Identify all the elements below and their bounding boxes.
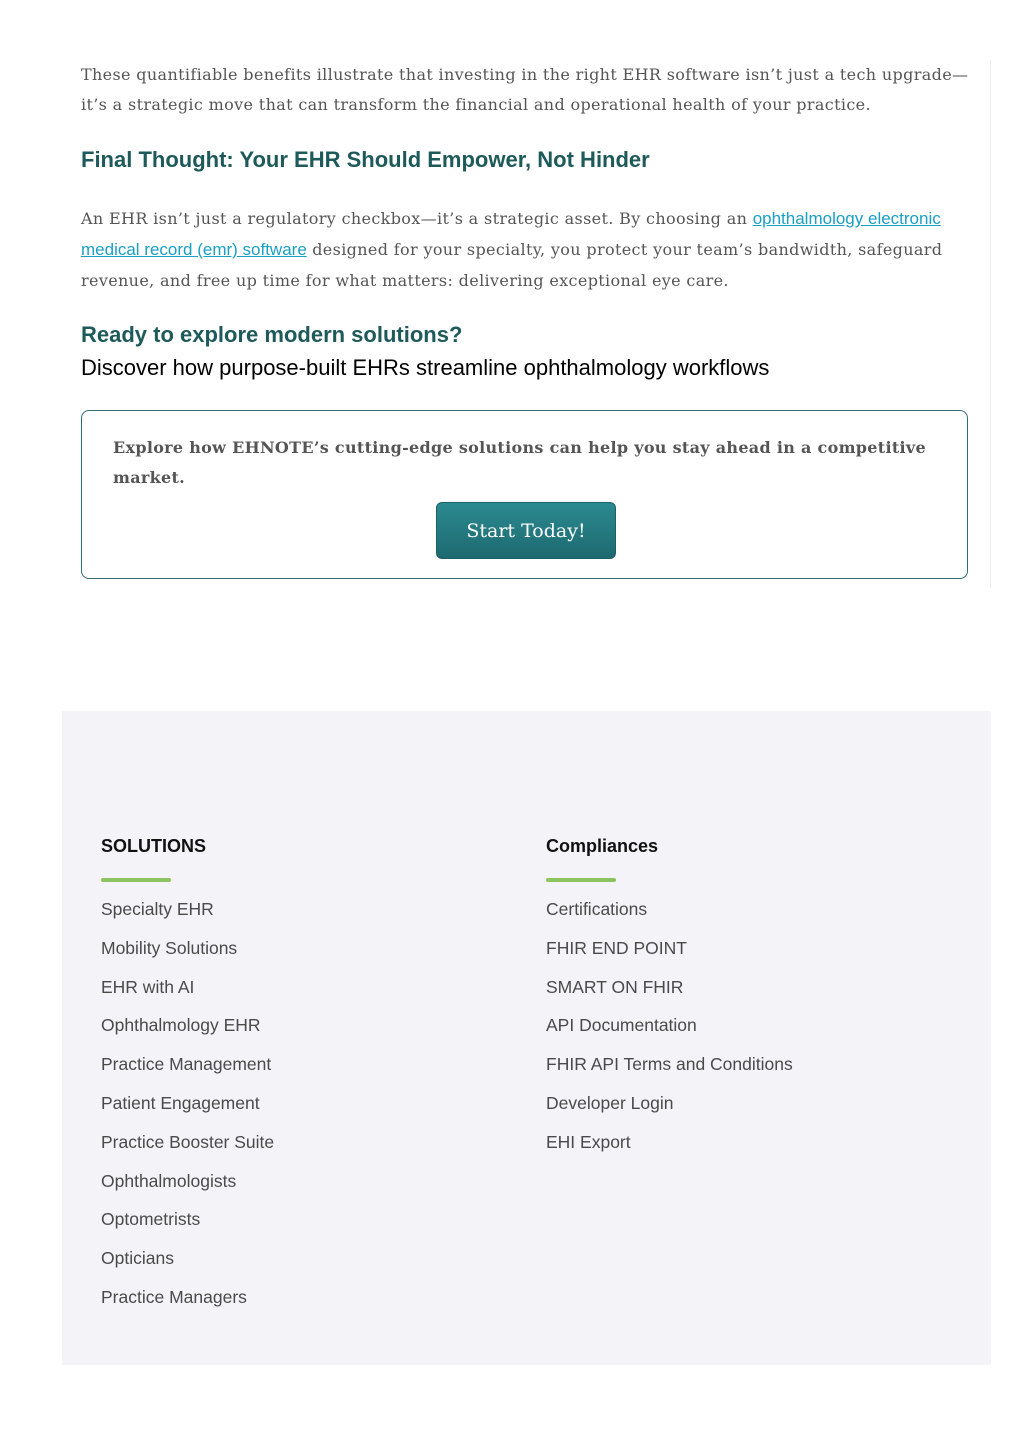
footer-link-fhir-end-point[interactable]: FHIR END POINT [546,937,687,958]
compliances-heading: Compliances [546,836,659,856]
article-content [0,0,1024,600]
footer-link-mobility-solutions[interactable]: Mobility Solutions [101,937,238,958]
conclusion-text-start: An EHR isn’t just a regulatory checkbox—it’s a strategic asset. By choosing an [81,209,753,228]
footer-link-patient-engagement[interactable]: Patient Engagement [101,1092,260,1113]
footer-link-ehr-with-ai[interactable]: EHR with AI [101,976,195,997]
footer-link-api-documentation[interactable]: API Documentation [546,1015,697,1036]
footer-link-optometrists[interactable]: Optometrists [101,1209,201,1230]
solutions-heading: SOLUTIONS [101,836,207,856]
footer-link-developer-login[interactable]: Developer Login [546,1092,674,1113]
footer-link-practice-management[interactable]: Practice Management [101,1054,272,1075]
footer-solutions-column [101,835,481,1325]
conclusion-paragraph [81,203,981,296]
solutions-list [101,898,481,1325]
cta-text: Explore how EHNOTE’s cutting-edge solutions can help you stay ahead in a competitive market. [113,438,926,487]
footer-compliances-column [546,835,926,1170]
conclusion-text-end: designed for your specialty, you protect your team’s bandwidth, safeguard revenue, and free up time for what matters: delivering exceptional eye care. [81,240,943,290]
footer-link-ehi-export[interactable]: EHI Export [546,1131,631,1152]
footer-link-fhir-api-terms[interactable]: FHIR API Terms and Conditions [546,1054,793,1075]
footer-link-ophthalmology-ehr[interactable]: Ophthalmology EHR [101,1015,261,1036]
footer-link-opticians[interactable]: Opticians [101,1248,174,1269]
ophthalmology-emr-link[interactable]: ophthalmology electronic medical record (emr) software [81,209,941,259]
final-thought-heading: Final Thought: Your EHR Should Empower, Not Hinder [81,147,650,172]
footer-link-certifications[interactable]: Certifications [546,899,648,919]
cta-box [81,410,968,579]
footer-link-specialty-ehr[interactable]: Specialty EHR [101,899,214,919]
content-divider [990,60,991,588]
footer-link-smart-on-fhir[interactable]: SMART ON FHIR [546,976,684,997]
footer-link-ophthalmologists[interactable]: Ophthalmologists [101,1170,237,1191]
solutions-heading-underline [101,878,171,882]
footer-link-practice-managers[interactable]: Practice Managers [101,1286,247,1307]
cta-subheading: Discover how purpose-built EHRs streamline ophthalmology workflows [81,355,770,380]
compliances-heading-underline [546,878,616,882]
footer-link-practice-booster-suite[interactable]: Practice Booster Suite [101,1131,275,1152]
site-footer [62,711,991,1365]
start-today-button[interactable]: Start Today! [436,502,616,559]
cta-heading: Ready to explore modern solutions? [81,322,463,347]
compliances-list [546,898,926,1170]
benefits-paragraph: These quantifiable benefits illustrate that investing in the right EHR software isn’t just a tech upgrade—it’s a strategic move that can transform the financial and operational health of your practice. [81,65,969,114]
